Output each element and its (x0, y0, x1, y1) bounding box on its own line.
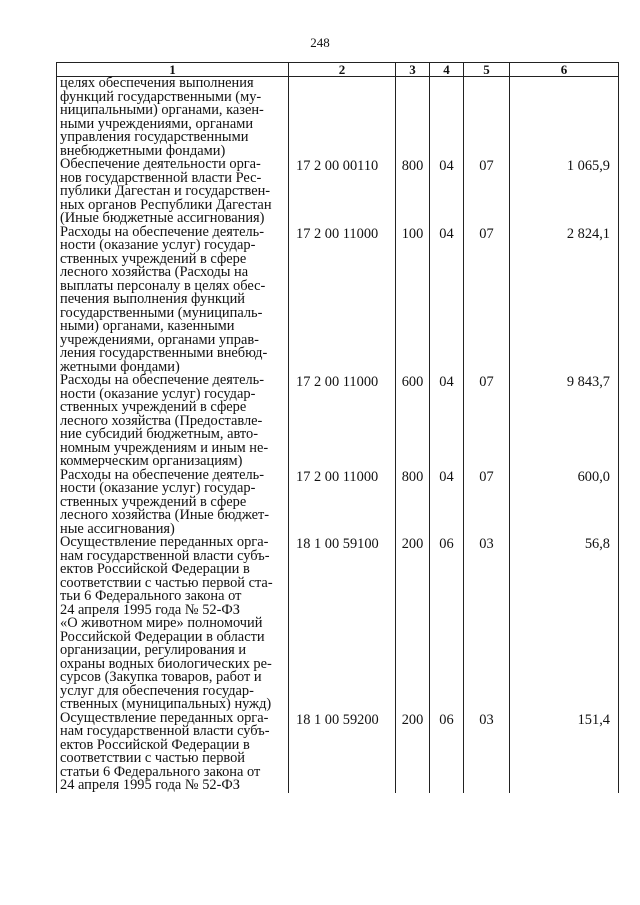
row-code: 17 2 00 00110 (289, 158, 396, 226)
row-description: Осуществление переданных орга- нам государственной власти субъ- ектов Российской Федерации в соответствии с частью первой ста- тьи 6 Федерального закона от 24 апреля 1995 года № 52-ФЗ «О животном мире» полномочий Российской Федерации в области организации, регулирования и охраны водных биологических ре- сурсов (Закупка товаров, работ и услуг для обеспечения государ- ственных (муниципальных) нужд) (57, 536, 289, 712)
row-subsection (464, 77, 510, 159)
table-row (57, 158, 619, 226)
row-code: 17 2 00 11000 (289, 469, 396, 537)
row-amount: 151,4 (510, 712, 619, 793)
row-section: 04 (430, 226, 464, 375)
column-header-5: 5 (464, 63, 510, 77)
row-expense-type: 800 (396, 158, 430, 226)
row-expense-type: 800 (396, 469, 430, 537)
column-header-3: 3 (396, 63, 430, 77)
row-code: 18 1 00 59100 (289, 536, 396, 712)
row-subsection: 07 (464, 374, 510, 469)
row-amount: 56,8 (510, 536, 619, 712)
row-description: Расходы на обеспечение деятель- ности (оказание услуг) государ- ственных учреждений в сфере лесного хозяйства (Предоставле- ние субсидий бюджетным, авто- номным учреждениям и иным не- коммерческим организациям) (57, 374, 289, 469)
table-row (57, 226, 619, 375)
row-amount: 2 824,1 (510, 226, 619, 375)
row-expense-type: 600 (396, 374, 430, 469)
row-subsection: 07 (464, 158, 510, 226)
row-description: Расходы на обеспечение деятель- ности (оказание услуг) государ- ственных учреждений в сфере лесного хозяйства (Иные бюджет- ные ассигнования) (57, 469, 289, 537)
row-section (430, 77, 464, 159)
row-description: Обеспечение деятельности орга- нов государственной власти Рес- публики Дагестан и государствен- ных органов Республики Дагестан (Иные бюджетные ассигнования) (57, 158, 289, 226)
row-section: 04 (430, 158, 464, 226)
row-description: Осуществление переданных орга- нам государственной власти субъ- ектов Российской Федерации в соответствии с частью первой статьи 6 Федерального закона от 24 апреля 1995 года № 52-ФЗ (57, 712, 289, 793)
table-row (57, 77, 619, 159)
column-header-2: 2 (289, 63, 396, 77)
table-row (57, 712, 619, 793)
row-expense-type: 200 (396, 536, 430, 712)
row-expense-type: 200 (396, 712, 430, 793)
row-amount: 1 065,9 (510, 158, 619, 226)
row-expense-type: 100 (396, 226, 430, 375)
row-section: 04 (430, 469, 464, 537)
table-row (57, 469, 619, 537)
row-amount: 600,0 (510, 469, 619, 537)
row-expense-type (396, 77, 430, 159)
row-amount (510, 77, 619, 159)
page-number: 248 (310, 35, 330, 50)
table-body (57, 77, 619, 793)
row-code (289, 77, 396, 159)
row-subsection: 03 (464, 536, 510, 712)
row-section: 06 (430, 536, 464, 712)
column-header-6: 6 (510, 63, 619, 77)
row-code: 18 1 00 59200 (289, 712, 396, 793)
row-amount: 9 843,7 (510, 374, 619, 469)
row-description: целях обеспечения выполнения функций государственными (му- ниципальными) органами, казен- ными учреждениями, органами управления государственными внебюджетными фондами) (57, 77, 289, 159)
column-header-4: 4 (430, 63, 464, 77)
column-header-1: 1 (57, 63, 289, 77)
table-row (57, 374, 619, 469)
row-code: 17 2 00 11000 (289, 374, 396, 469)
row-section: 06 (430, 712, 464, 793)
row-description: Расходы на обеспечение деятель- ности (оказание услуг) государ- ственных учреждений в сфере лесного хозяйства (Расходы на выплаты персоналу в целях обес- печения выполнения функций государственными (муниципаль- ными) органами, казенными учреждениями, органами управ- ления государственными внебюд- жетными фондами) (57, 226, 289, 375)
table-row (57, 536, 619, 712)
row-code: 17 2 00 11000 (289, 226, 396, 375)
row-subsection: 03 (464, 712, 510, 793)
row-section: 04 (430, 374, 464, 469)
budget-table (56, 62, 619, 793)
row-subsection: 07 (464, 469, 510, 537)
row-subsection: 07 (464, 226, 510, 375)
